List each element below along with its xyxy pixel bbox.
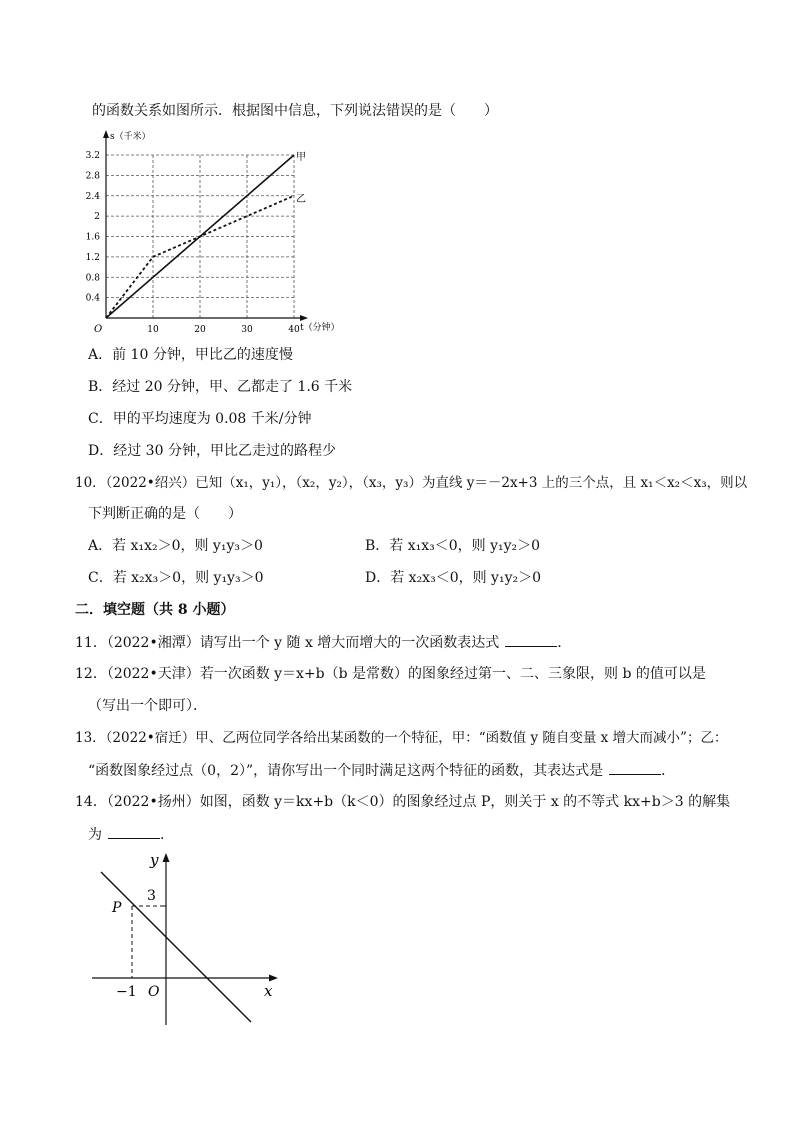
q9-option-a: A．前 10 分钟，甲比乙的速度慢 <box>88 347 293 363</box>
q10-option-c: C．若 x₂x₃＞0，则 y₁y₃＞0 <box>88 570 264 586</box>
origin-label: O <box>148 984 160 1000</box>
section-title: 二．填空题（共 8 小题） <box>75 602 235 618</box>
y-tick-labels <box>86 151 101 304</box>
label-jia: 甲 <box>296 152 306 163</box>
q11-blank[interactable] <box>505 632 557 647</box>
q9-stem: 的函数关系如图所示．根据图中信息，下列说法错误的是（ ） <box>92 103 498 119</box>
x-tick-label: 10 <box>147 325 159 335</box>
q13-text: “函数图象经过点（0，2）”，请你写出一个同时满足这两个特征的函数，其表达式是 <box>88 763 604 779</box>
q14-line1: 14．（2022•扬州）如图，函数 y＝kx+b（k＜0）的图象经过点 P，则关于 x 的不等式 kx+b＞3 的解集 <box>75 794 731 810</box>
y-axis-arrow <box>103 130 109 138</box>
q9-option-d: D．经过 30 分钟，甲比乙走过的路程少 <box>88 443 336 459</box>
y-axis-label: y <box>150 851 159 869</box>
q13-period: ． <box>661 763 676 779</box>
chart-series <box>106 155 294 318</box>
x-axis-arrow <box>269 975 278 982</box>
label-yi: 乙 <box>296 194 306 205</box>
q12-line1: 12．（2022•天津）若一次函数 y＝x+b（b 是常数）的图象经过第一、二、三象限，则 b 的值可以是 <box>75 666 706 682</box>
point-label: P <box>112 900 122 916</box>
x-tick-labels <box>147 325 300 335</box>
y-tick-label: 0.8 <box>85 273 100 284</box>
q13-line1: 13．（2022•宿迁）甲、乙两位同学各给出某函数的一个特征，甲：“函数值 y 随自变量 x 增大而减小”；乙： <box>75 730 728 746</box>
x-tick-label: 20 <box>194 325 206 335</box>
q14-blank[interactable] <box>108 824 160 839</box>
q13-line2 <box>88 760 675 781</box>
y-axis-label: s（千米） <box>110 132 151 142</box>
q9-option-b: B．经过 20 分钟，甲、乙都走了 1.6 千米 <box>88 379 353 395</box>
q14-text: 为 <box>88 827 102 843</box>
y-tick-label: 2.4 <box>85 191 100 202</box>
q9-option-c: C．甲的平均速度为 0.08 千米/分钟 <box>88 411 312 427</box>
q10-stem-line1: 10．（2022•绍兴）已知（x₁，y₁），（x₂，y₂），（x₃，y₃）为直线 y＝－2x+3 上的三个点，且 x₁＜x₂＜x₃，则以 <box>75 475 748 491</box>
x-tick-label: 40 <box>288 325 300 335</box>
q10-option-d: D．若 x₂x₃＜0，则 y₁y₂＞0 <box>365 570 541 586</box>
q14-line2 <box>88 824 174 845</box>
origin-label: O <box>94 324 103 335</box>
x-axis-label: x <box>264 982 273 1000</box>
y-tick-label: 2 <box>94 212 100 223</box>
value-3-label: 3 <box>147 888 156 904</box>
x-axis-label: t（分钟） <box>300 323 340 333</box>
q11-period: ． <box>557 635 572 651</box>
y-tick-label: 1.6 <box>85 232 100 243</box>
q12-line2: （写出一个即可）． <box>88 698 207 714</box>
y-axis-arrow <box>163 853 170 862</box>
x-tick-label: 30 <box>241 325 253 335</box>
y-tick-label: 3.2 <box>85 151 100 161</box>
q11-text: 11．（2022•湘潭）请写出一个 y 随 x 增大而增大的一次函数表达式 <box>75 635 500 651</box>
linear-function-figure <box>90 848 290 1028</box>
value-neg1-label: −1 <box>116 984 137 1000</box>
y-tick-label: 1.2 <box>85 252 100 263</box>
x-axis-arrow <box>300 315 308 321</box>
q14-period: ． <box>160 827 174 843</box>
y-tick-label: 2.8 <box>85 171 100 182</box>
q10-option-a: A．若 x₁x₂＞0，则 y₁y₃＞0 <box>88 538 263 554</box>
q10-stem-line2: 下判断正确的是（ ） <box>88 506 242 522</box>
y-tick-label: 0.4 <box>85 293 100 304</box>
q13-blank[interactable] <box>609 760 661 775</box>
q11 <box>75 632 571 653</box>
q10-option-b: B．若 x₁x₃＜0，则 y₁y₂＞0 <box>365 538 541 554</box>
distance-time-chart <box>85 124 355 339</box>
